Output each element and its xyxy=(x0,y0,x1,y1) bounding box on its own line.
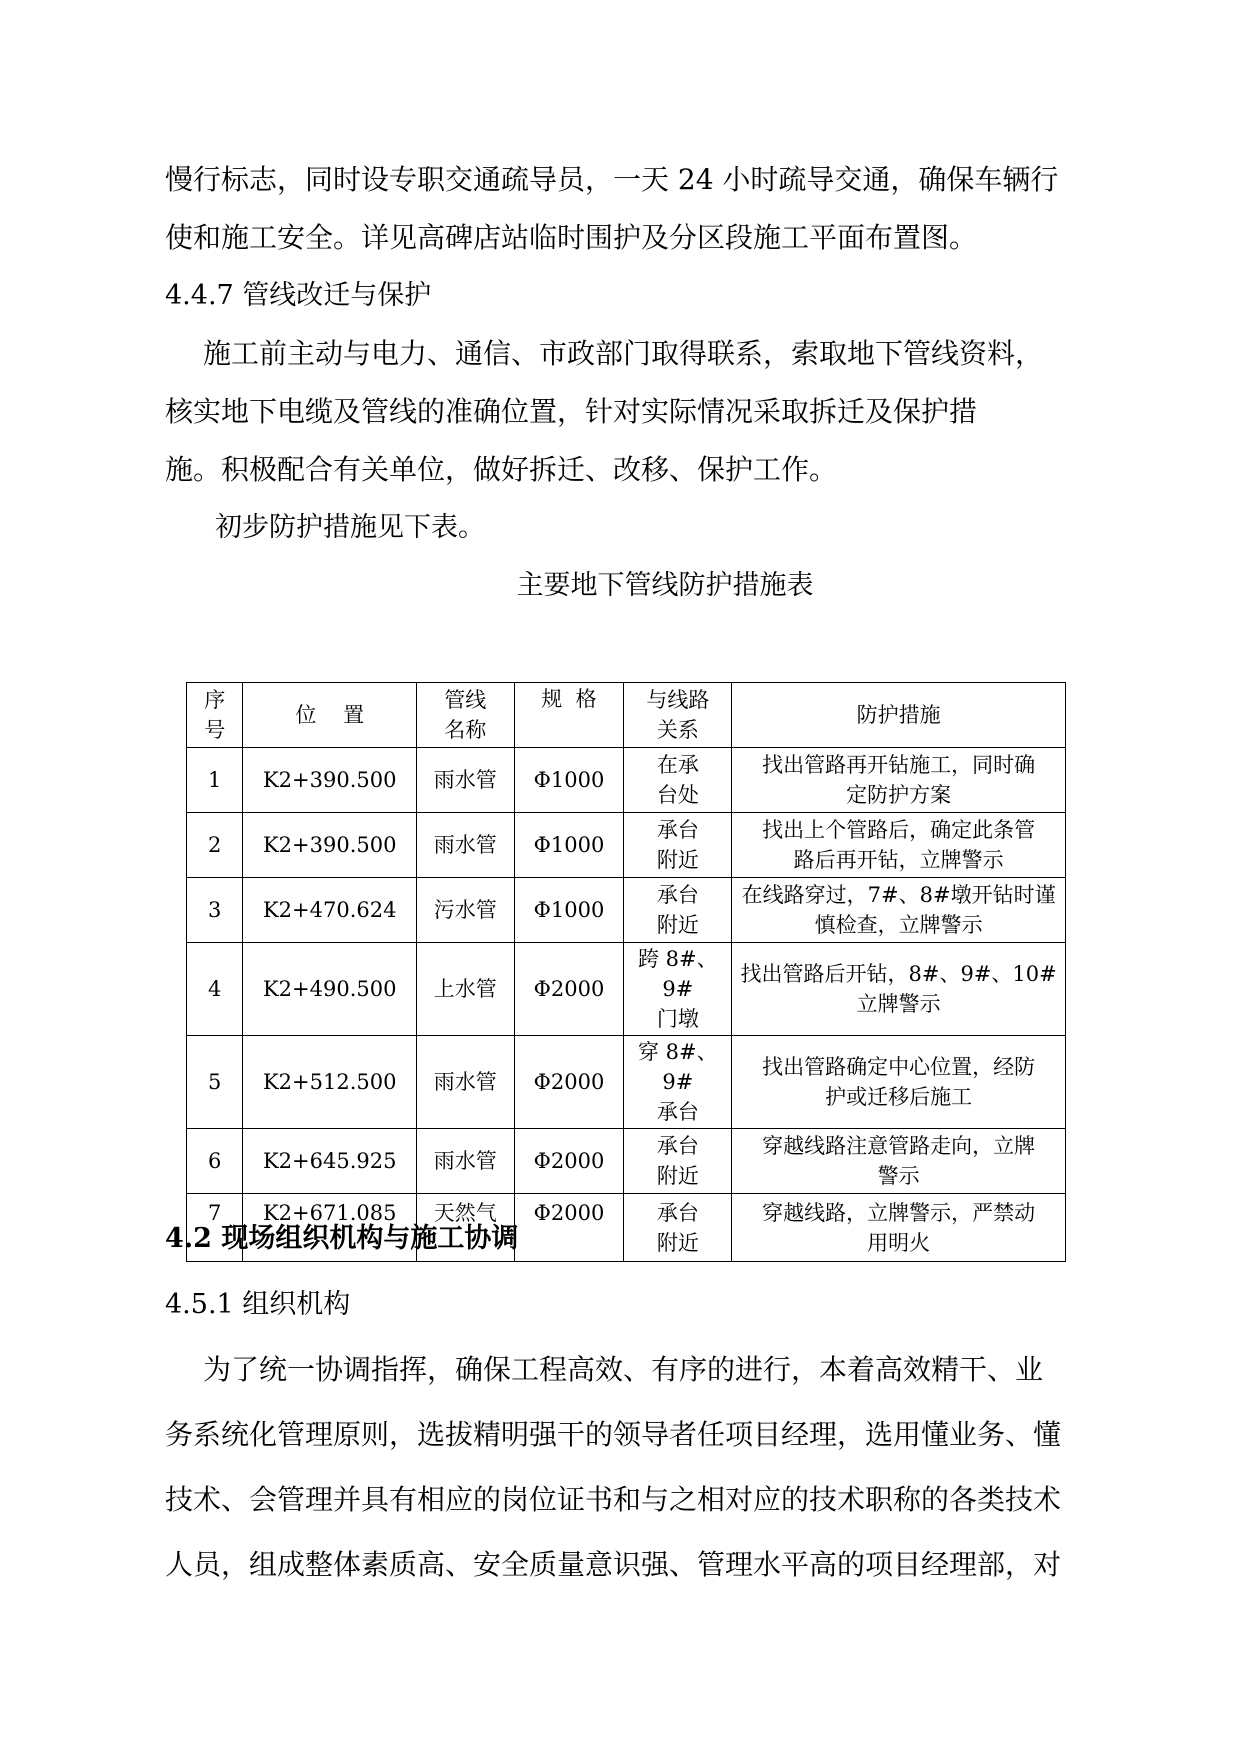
cell-pipe-type: 天然气 xyxy=(417,1194,515,1262)
cell-text: 穿 8#、9# xyxy=(638,1040,718,1094)
cell-spec: Φ1000 xyxy=(514,748,624,813)
cell-measure xyxy=(732,878,1066,943)
cell-spec: Φ2000 xyxy=(514,1194,624,1262)
cell-relation xyxy=(624,1194,732,1262)
cell-no: 6 xyxy=(187,1129,243,1194)
header-pipe-type xyxy=(417,683,515,748)
cell-relation xyxy=(624,1129,732,1194)
cell-no: 4 xyxy=(187,943,243,1036)
cell-text: 警示 xyxy=(877,1164,920,1188)
cell-text: 找出管路后开钻，8#、9#、10# xyxy=(740,962,1057,986)
cell-text: 附近 xyxy=(656,848,699,872)
cell-text: 附近 xyxy=(656,1230,699,1255)
table-title: 主要地下管线防护措施表 xyxy=(516,570,814,601)
cell-text: 附近 xyxy=(656,1164,699,1188)
table-intro: 初步防护措施见下表。 xyxy=(215,512,485,543)
cell-no: 7 xyxy=(187,1194,243,1262)
table-row xyxy=(187,748,1066,813)
cell-location: K2+490.500 xyxy=(243,943,417,1036)
cell-location: K2+390.500 xyxy=(243,748,417,813)
cell-measure xyxy=(732,943,1066,1036)
cell-spec: Φ2000 xyxy=(514,1129,624,1194)
table-row xyxy=(187,1036,1066,1129)
cell-text: 承台 xyxy=(656,1134,699,1158)
section-heading-4-4-7: 4.4.7 管线改迁与保护 xyxy=(165,280,432,311)
paragraph-line: 施。积极配合有关单位，做好拆迁、改移、保护工作。 xyxy=(165,453,838,486)
cell-measure xyxy=(732,1129,1066,1194)
cell-pipe-type: 雨水管 xyxy=(417,1129,515,1194)
cell-measure xyxy=(732,748,1066,813)
header-text: 管线 xyxy=(444,688,487,712)
cell-text: 慎检查，立牌警示 xyxy=(814,913,983,937)
cell-location: K2+470.624 xyxy=(243,878,417,943)
header-spec: 规 格 xyxy=(514,683,624,748)
paragraph-line: 技术、会管理并具有相应的岗位证书和与之相对应的技术职称的各类技术 xyxy=(165,1483,1062,1516)
header-no xyxy=(187,683,243,748)
table-row xyxy=(187,943,1066,1036)
cell-location: K2+390.500 xyxy=(243,813,417,878)
cell-text: 路后再开钻，立牌警示 xyxy=(793,848,1004,872)
paragraph-line: 施工前主动与电力、通信、市政部门取得联系，索取地下管线资料， xyxy=(203,337,1044,370)
section-heading-4-2: 4.2 现场组织机构与施工协调 xyxy=(165,1223,519,1254)
cell-spec: Φ1000 xyxy=(514,878,624,943)
cell-measure xyxy=(732,1194,1066,1262)
cell-spec: Φ1000 xyxy=(514,813,624,878)
cell-text: 承台 xyxy=(656,1200,699,1225)
header-text: 关系 xyxy=(656,718,699,742)
paragraph-line: 人员，组成整体素质高、安全质量意识强、管理水平高的项目经理部，对 xyxy=(165,1548,1062,1581)
cell-text: 跨 8#、9# xyxy=(638,947,718,1001)
cell-relation xyxy=(624,943,732,1036)
table-row xyxy=(187,1129,1066,1194)
header-text: 与线路 xyxy=(646,688,710,712)
cell-pipe-type: 上水管 xyxy=(417,943,515,1036)
cell-no: 5 xyxy=(187,1036,243,1129)
header-measure: 防护措施 xyxy=(732,683,1066,748)
paragraph-line: 为了统一协调指挥，确保工程高效、有序的进行，本着高效精干、业 xyxy=(203,1353,1044,1386)
cell-relation xyxy=(624,748,732,813)
cell-text: 穿越线路注意管路走向，立牌 xyxy=(762,1134,1036,1158)
cell-relation xyxy=(624,1036,732,1129)
paragraph-line: 慢行标志，同时设专职交通疏导员，一天 24 小时疏导交通，确保车辆行 xyxy=(165,163,1059,196)
cell-text: 承台 xyxy=(656,883,699,907)
paragraph-line: 核实地下电缆及管线的准确位置，针对实际情况采取拆迁及保护措 xyxy=(165,395,978,428)
cell-text: 承台 xyxy=(656,818,699,842)
cell-text: 找出上个管路后，确定此条管 xyxy=(762,818,1036,842)
cell-relation xyxy=(624,813,732,878)
table-header-row xyxy=(187,683,1066,748)
cell-pipe-type: 污水管 xyxy=(417,878,515,943)
header-relation xyxy=(624,683,732,748)
cell-text: 用明火 xyxy=(867,1230,931,1255)
table-row xyxy=(187,813,1066,878)
cell-text: 立牌警示 xyxy=(856,992,941,1016)
header-text: 序 xyxy=(204,688,226,712)
header-text: 号 xyxy=(204,718,226,742)
cell-no: 1 xyxy=(187,748,243,813)
cell-text: 找出管路再开钻施工，同时确 xyxy=(762,753,1036,777)
cell-relation xyxy=(624,878,732,943)
cell-text: 穿越线路，立牌警示，严禁动 xyxy=(762,1200,1036,1225)
cell-text: 台处 xyxy=(656,783,699,807)
cell-text: 附近 xyxy=(656,913,699,937)
cell-pipe-type: 雨水管 xyxy=(417,813,515,878)
cell-text: 在线路穿过，7#、8#墩开钻时谨 xyxy=(741,883,1056,907)
cell-pipe-type: 雨水管 xyxy=(417,748,515,813)
paragraph-line: 务系统化管理原则，选拔精明强干的领导者任项目经理，选用懂业务、懂 xyxy=(165,1418,1062,1451)
pipeline-protection-table xyxy=(186,682,1066,1262)
cell-measure xyxy=(732,1036,1066,1129)
section-heading-4-5-1: 4.5.1 组织机构 xyxy=(165,1289,351,1320)
cell-location: K2+645.925 xyxy=(243,1129,417,1194)
cell-no: 3 xyxy=(187,878,243,943)
cell-text: 找出管路确定中心位置，经防 xyxy=(762,1055,1036,1079)
header-location: 位 置 xyxy=(243,683,417,748)
cell-measure xyxy=(732,813,1066,878)
cell-text: 在承 xyxy=(656,753,699,777)
cell-no: 2 xyxy=(187,813,243,878)
cell-location: K2+512.500 xyxy=(243,1036,417,1129)
cell-text: 门墩 xyxy=(656,1007,699,1031)
paragraph-line: 使和施工安全。详见高碑店站临时围护及分区段施工平面布置图。 xyxy=(165,221,978,254)
cell-spec: Φ2000 xyxy=(514,943,624,1036)
cell-text: 护或迁移后施工 xyxy=(825,1085,973,1109)
cell-text: 定防护方案 xyxy=(846,783,952,807)
cell-pipe-type: 雨水管 xyxy=(417,1036,515,1129)
cell-spec: Φ2000 xyxy=(514,1036,624,1129)
cell-text: 承台 xyxy=(656,1100,699,1124)
table-row xyxy=(187,878,1066,943)
cell-location: K2+671.085 xyxy=(243,1194,417,1262)
header-text: 名称 xyxy=(444,718,487,742)
